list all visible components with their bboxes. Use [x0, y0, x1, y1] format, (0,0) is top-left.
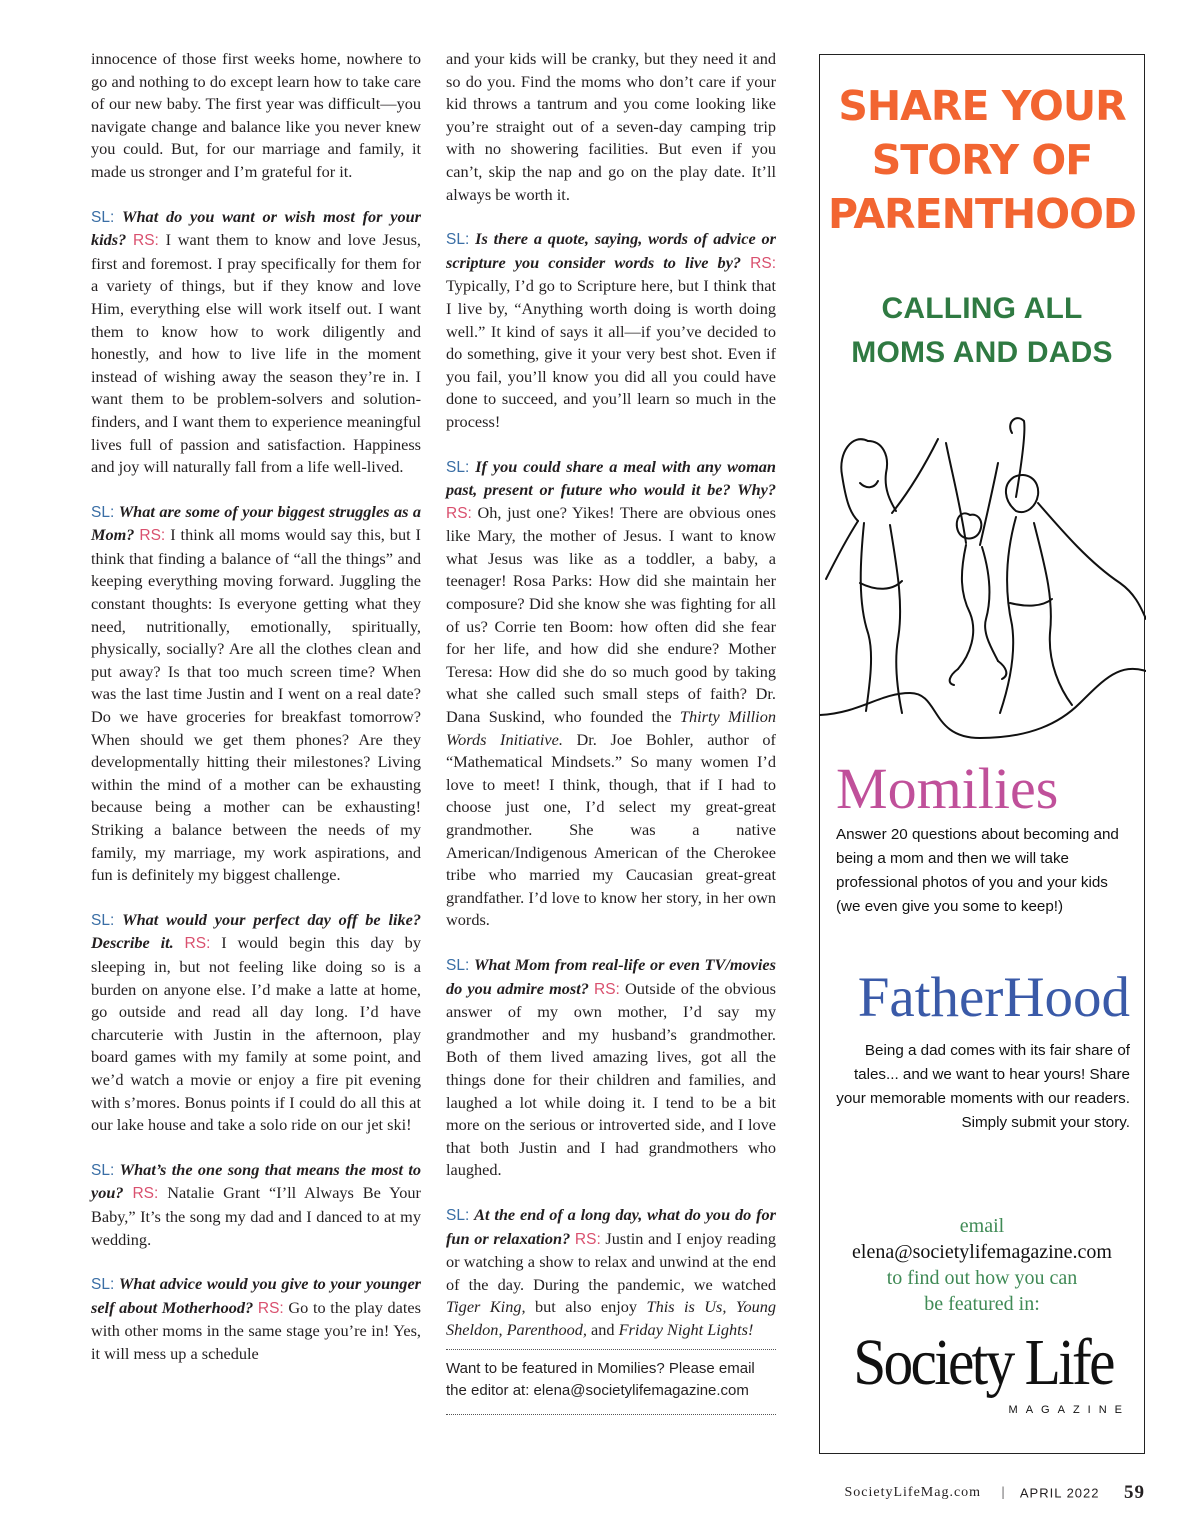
answer: Typically, I’d go to Scripture here, but I think that I live by, “Anything worth doing is worth doing well.” It kind of says it all—if you’ve decided to do something, give it your very best shot. Even if you fail, you’ll know you did all you could have done to succeed, and you’ll learn so much in the process! — [446, 276, 776, 431]
article-column-1 — [91, 48, 421, 1387]
rs-label: RS: — [133, 232, 159, 250]
qa-item — [91, 501, 421, 887]
dotted-divider — [446, 1414, 776, 1415]
sl-label: SL: — [91, 208, 115, 226]
society-life-logo-sub: MAGAZINE — [1008, 1404, 1130, 1416]
momilies-text: Answer 20 questions about becoming and being a mom and then we will take professional photos of you and your kids (we even give you some to keep!) — [836, 826, 1119, 915]
answer: I want them to know and love Jesus, first and foremost. I pray specifically for them for a variety of things, but if they know and love Him, everything else will work itself out. I want them to know how to work diligently and honestly, and how to live life in the moment instead of wishing away the season they’re in. I want them to be problem-solvers and solution-finders, and I want them to experience meaningful lives full of passion and satisfaction. Happiness and joy will naturally fall from a life well-lived. — [91, 230, 421, 477]
question: What Mom from real-life or even TV/movies do you admire most? — [446, 954, 776, 998]
ad-title-line: STORY OF — [871, 136, 1093, 184]
ad-title-line: PARENTHOOD — [828, 190, 1136, 238]
sl-label: SL: — [446, 1206, 470, 1224]
rs-label: RS: — [139, 527, 166, 545]
sl-label: SL: — [91, 1276, 115, 1294]
initiative-title: Thirty Million Words Initiative. — [446, 707, 776, 749]
email-label: email — [959, 1215, 1005, 1237]
rs-label: RS: — [594, 980, 620, 998]
answer-cont: but also enjoy — [535, 1297, 638, 1317]
page-number: 59 — [1124, 1482, 1145, 1503]
question: What’s the one song that means the most to you? — [91, 1159, 421, 1203]
ad-calling — [820, 287, 1144, 375]
footer-date: APRIL 2022 — [1019, 1485, 1100, 1501]
parenthood-ad — [819, 54, 1145, 1454]
question: What would your perfect day off be like? Describe it. — [91, 909, 421, 953]
answer: Outside of the obvious answer of my own mother, I’d say my grandmother and my husband’s grandmother. Both of them lived amazing lives, got all the things done for their children and families, and laughed a lot while doing it. I tend to be a bit more on the serious or introverted side, and I love that both Justin and I had grandmothers who laughed. — [446, 978, 776, 1180]
momilies-title: Momilies — [836, 756, 1059, 821]
answer: Go to the play dates with other moms in the same stage you’re in! Yes, it will mess up a schedule — [91, 1297, 421, 1363]
page-footer — [844, 1482, 1145, 1504]
paragraph: and your kids will be cranky, but they need it and so do you. Find the moms who don’t care if your kid throws a tantrum and you come looking like you’re straight out of a seven-day camping trip with no showering facilities. But even if you can’t, skip the nap and go on the play date. It’ll always be worth it. — [446, 49, 776, 204]
qa-item — [446, 456, 776, 932]
qa-item — [446, 954, 776, 1182]
rs-label: RS: — [446, 504, 472, 522]
feature-note: Want to be featured in Momilies? Please email the editor at: elena@societylifemagazine.com — [446, 1360, 755, 1400]
family-line-drawing — [820, 393, 1146, 773]
ad-title — [820, 79, 1144, 241]
show-title: Friday Night Lights! — [618, 1319, 754, 1339]
answer: Justin and I enjoy reading or watching a show to relax and unwind at the end of the day. During the pandemic, we watched — [446, 1228, 776, 1294]
rs-label: RS: — [750, 254, 777, 272]
rs-label: RS: — [184, 935, 211, 953]
sl-label: SL: — [446, 956, 470, 974]
footer-separator: | — [1001, 1485, 1006, 1500]
answer: Oh, just one? Yikes! There are obvious ones like Mary, the mother of Jesus. I want to know what Jesus was like as a toddler, a baby, a teenager! Rosa Parks: How did she maintain her composure? Did she know she was fighting for all of us? Corrie ten Boom: how often did she fear for her life, and how did she endure? Mother Teresa: How did she do so much good by taking what she called such small steps of faith? Dr. Dana Suskind, who founded the — [446, 502, 776, 727]
question: Is there a quote, saying, words of advice or scripture you consider words to live by? — [446, 229, 776, 272]
rs-label: RS: — [257, 1299, 284, 1317]
sl-label: SL: — [446, 458, 470, 476]
calling-line: CALLING ALL — [881, 292, 1083, 325]
question: What advice would you give to your younger self about Motherhood? — [91, 1274, 421, 1317]
paragraph: innocence of those first weeks home, nowhere to go and nothing to do except learn how to take care of our new baby. The first year was difficult—you navigate change and balance like you never knew you could. But, for our marriage and family, it made us stronger and I’m grateful for it. — [91, 49, 421, 181]
rs-label: RS: — [132, 1185, 159, 1203]
qa-item — [91, 1273, 421, 1365]
answer: I would begin this day by sleeping in, but not feeling like doing so is a burden on anyone else. I’d make a latte at home, go outside and read all day long. I’d have charcuterie with Justin in the afternoon, play board games with my family at some point, and we’d watch a movie or enjoy a fire pit evening with s’mores. Bonus points if I could do all this at our lake house and take a solo ride on our jet ski! — [91, 933, 421, 1135]
qa-item — [446, 1204, 776, 1342]
question: What do you want or wish most for your kids? — [91, 206, 421, 250]
show-title: This is Us, Young Sheldon, Parenthood, — [446, 1297, 777, 1339]
email-address[interactable]: elena@societylifemagazine.com — [852, 1241, 1112, 1263]
email-after-line: be featured in: — [924, 1293, 1040, 1315]
question: What are some of your biggest struggles as a Mom? — [91, 501, 421, 545]
answer-cont: and — [591, 1319, 615, 1339]
article-column-2 — [446, 48, 776, 1421]
sl-label: SL: — [91, 1161, 115, 1179]
email-after-line: to find out how you can — [886, 1267, 1078, 1289]
dotted-divider — [446, 1349, 776, 1350]
calling-line: MOMS AND DADS — [851, 336, 1113, 369]
qa-item — [91, 909, 421, 1137]
show-title: Tiger King, — [446, 1297, 526, 1317]
answer: Natalie Grant “I’ll Always Be Your Baby,” It’s the song my dad and I danced to at my wedding. — [91, 1183, 421, 1249]
fatherhood-title: FatherHood — [857, 966, 1130, 1029]
email-block — [820, 1213, 1144, 1317]
sl-label: SL: — [91, 911, 115, 929]
question: At the end of a long day, what do you do for fun or relaxation? — [446, 1204, 776, 1248]
qa-item — [91, 206, 421, 479]
rs-label: RS: — [574, 1230, 601, 1248]
footer-site: SocietyLifeMag.com — [844, 1485, 982, 1500]
answer-cont: Dr. Joe Bohler, author of “Mathematical Mindsets.” So many women I’d love to meet! I think, though, that if I had to choose just one, I’d select my great-great grandmother. She was a native American/Indigenous American of the Cherokee tribe who married my Caucasian great-great grandfather. I’d love to know her story, in her own words. — [446, 729, 776, 930]
sl-label: SL: — [91, 503, 115, 521]
qa-item — [91, 1159, 421, 1251]
question: If you could share a meal with any woman past, present or future who would it be? Why? — [446, 456, 776, 500]
society-life-logo: Society Life — [853, 1326, 1113, 1399]
fatherhood-text: Being a dad comes with its fair share of tales... and we want to hear yours! Share your memorable moments with our readers. Simply submit your story. — [836, 1042, 1130, 1131]
qa-item — [446, 228, 776, 433]
sl-label: SL: — [446, 231, 470, 249]
answer: I think all moms would say this, but I think that finding a balance of “all the things” and keeping everything moving forward. Juggling the constant thoughts: Is everyone getting what they need, nutritionally, emotionally, spiritually, physically, socially? Are all the clothes clean and put away? Is that too much screen time? When was the last time Justin and I went on a real date? Do we have groceries for breakfast tomorrow? When should we get them phones? Are they developmentally hitting their milestones? Living within the mind of a mother can be exhausting because being a mother can be exhausting! Striking a balance between the needs of my family, my marriage, my work aspirations, and fun is definitely my biggest challenge. — [91, 525, 421, 885]
ad-title-line: SHARE YOUR — [838, 82, 1126, 130]
